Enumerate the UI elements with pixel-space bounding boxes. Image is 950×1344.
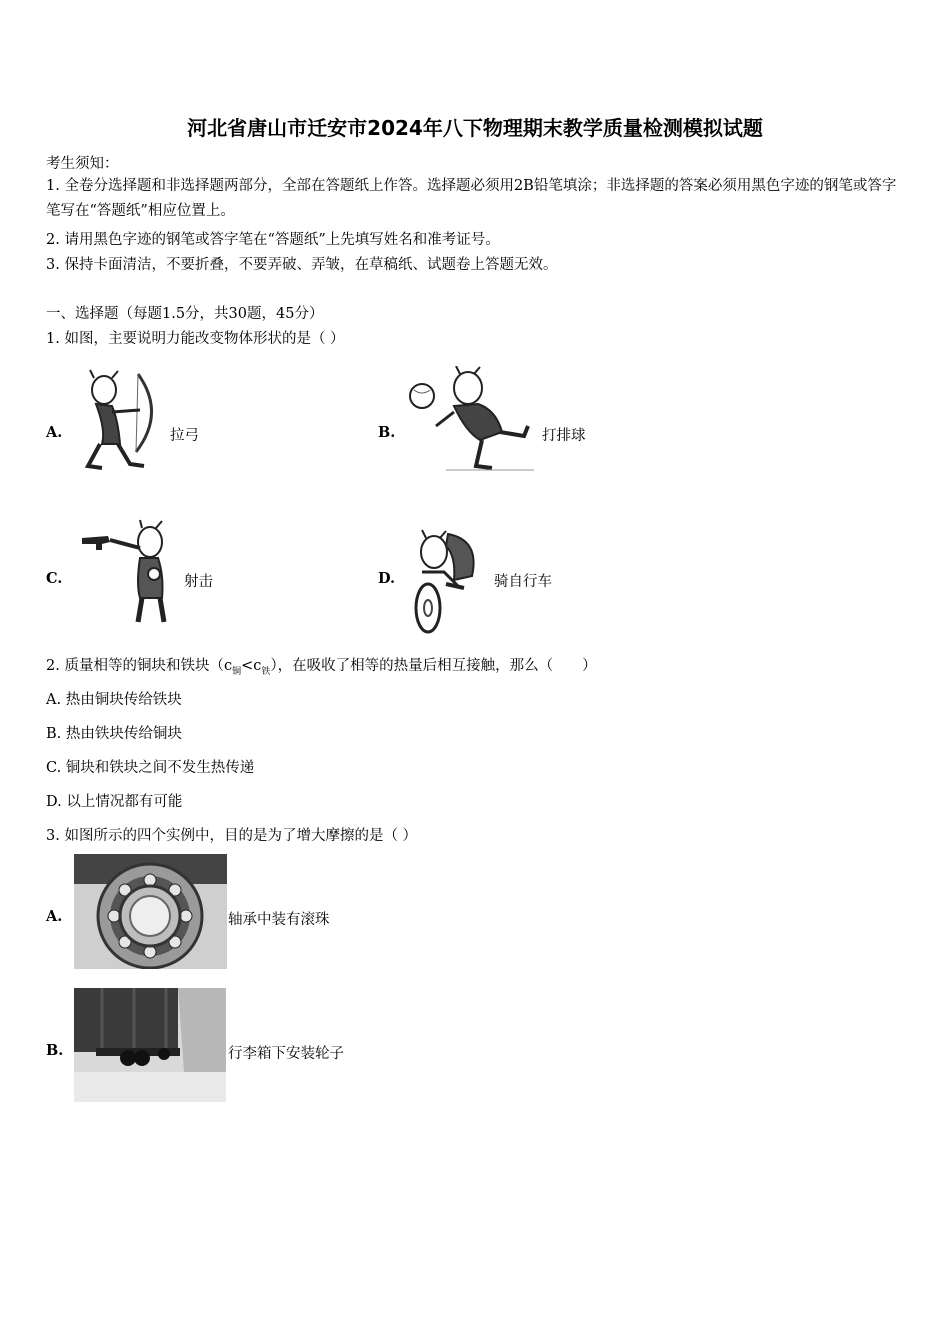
q2-stem-mid: <c [241,658,262,674]
page-title: 河北省唐山市迁安市2024年八下物理期末教学质量检测模拟试题 [187,116,763,140]
q1-option-a-text: 拉弓 [170,428,199,444]
q3-option-b-letter: B. [46,1042,64,1059]
q2-stem-pre: 2. 质量相等的铜块和铁块（c [46,658,233,674]
notice-heading: 考生须知： [46,156,119,172]
notice-item-2: 2. 请用黑色字迹的钢笔或答字笔在“答题纸”上先填写姓名和准考证号。 [46,232,500,248]
q3-option-b-text: 行李箱下安装轮子 [228,1046,344,1062]
q3-option-a-letter: A. [46,908,63,925]
q1-option-b-text: 打排球 [542,428,586,444]
q2-stem-post: ），在吸收了相等的热量后相互接触，那么（ ） [270,658,597,674]
q1-option-b-letter: B. [378,424,396,441]
q2-sub-copper: 铜 [232,666,242,677]
section-heading: 一、选择题（每题1.5分，共30题，45分） [46,306,324,322]
notice-item-1: 1. 全卷分选择题和非选择题两部分，全部在答题纸上作答。选择题必须用2B铅笔填涂；非选择题的答案必须用黑色字迹的钢笔或答字笔写在“答题纸”相应位置上。 [46,178,897,219]
suitcase-wheels-photo [74,988,226,1102]
q2-option-d: D. 以上情况都有可能 [46,794,183,810]
q1-option-a-letter: A. [46,424,63,441]
cycling-goat-icon [406,526,486,636]
question-1-stem: 1. 如图，主要说明力能改变物体形状的是（ ） [46,331,345,347]
q2-option-c: C. 铜块和铁块之间不发生热传递 [46,760,255,776]
q1-option-d-letter: D. [378,570,396,587]
q1-option-d-text: 骑自行车 [494,574,552,590]
ball-bearing-photo [74,854,227,969]
q2-option-a: A. 热由铜块传给铁块 [46,692,182,708]
q2-sub-iron: 铁 [261,666,271,677]
q3-option-a-text: 轴承中装有滚珠 [228,912,330,928]
question-3-stem: 3. 如图所示的四个实例中，目的是为了增大摩擦的是（ ） [46,828,418,844]
notice-item-3: 3. 保持卡面清洁，不要折叠，不要弄破、弄皱，在草稿纸、试题卷上答题无效。 [46,257,558,273]
question-2-stem [46,654,597,677]
q1-option-c-letter: C. [46,570,63,587]
shooting-goat-icon [80,518,178,626]
archery-goat-icon [78,368,166,474]
volleyball-goat-icon [406,366,536,474]
q2-option-b: B. 热由铁块传给铜块 [46,726,182,742]
q1-option-c-text: 射击 [184,574,213,590]
